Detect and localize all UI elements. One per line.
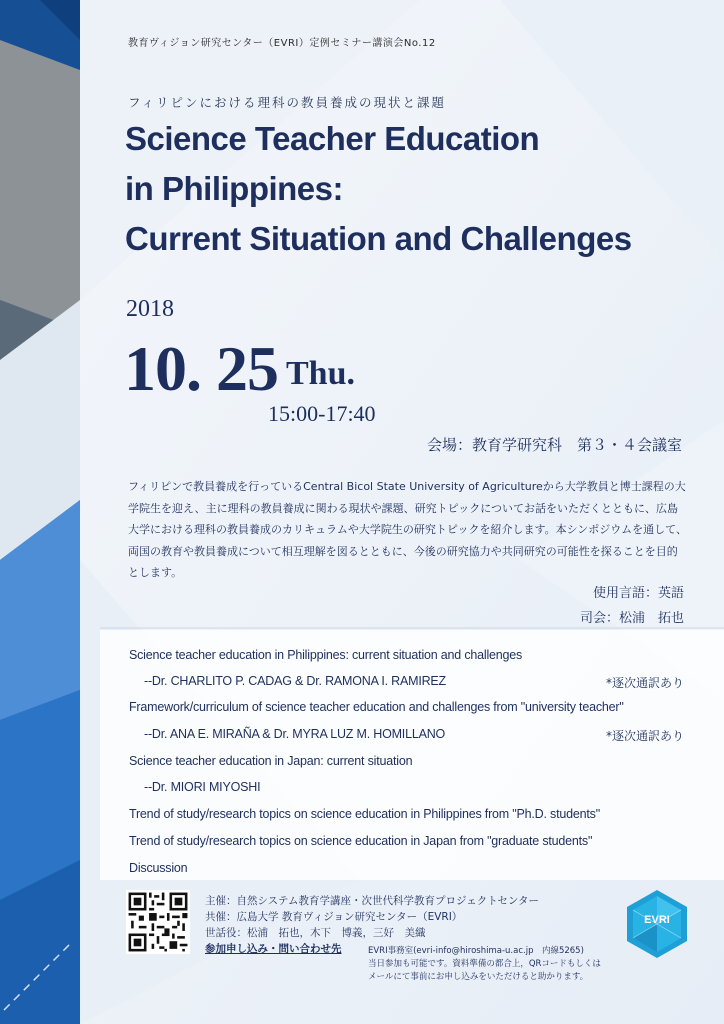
program-item-5-title: Trend of study/research topics on science education in Japan from "graduate students" xyxy=(129,834,593,848)
event-time: 15:00-17:40 xyxy=(268,401,376,426)
title-line-2: in Philippines: xyxy=(125,170,344,207)
moderator-info: 司会：松浦 拓也 xyxy=(579,611,684,626)
registration-note-1: 当日参加も可能です。資料準備の都合上，QRコードもしくは xyxy=(368,959,601,969)
cosponsor-info: 共催：広島大学 教育ヴィジョン研究センター（EVRI） xyxy=(205,911,463,923)
contact-email[interactable]: EVRI事務室(evri-info@hiroshima-u.ac.jp 内線5265) xyxy=(368,946,584,956)
program-item-1-note: *逐次通訳あり xyxy=(605,676,684,690)
event-date: 10. 25 xyxy=(124,333,278,404)
program-item-6-title: Discussion xyxy=(129,861,188,875)
registration-note-2: メールにて事前にお申し込みをいただけると助かります。 xyxy=(368,972,589,982)
seminar-series-label: 教育ヴィジョン研究センター（EVRI）定例セミナー講演会No.12 xyxy=(128,38,436,49)
title-line-1: Science Teacher Education xyxy=(125,120,540,157)
coordinators-info: 世話役：松浦 拓也，木下 博義，三好 美織 xyxy=(205,927,426,939)
program-item-3-title: Science teacher education in Japan: current situation xyxy=(129,754,413,768)
program-item-2-speaker: --Dr. ANA E. MIRAÑA & Dr. MYRA LUZ M. HOMILLANO xyxy=(144,727,446,741)
contact-label: 参加申し込み・問い合わせ先 xyxy=(205,943,342,955)
event-year: 2018 xyxy=(126,296,174,322)
program-item-4-title: Trend of study/research topics on science education in Philippines from "Ph.D. students" xyxy=(129,807,600,821)
program-item-3-speaker: --Dr. MIORI MIYOSHI xyxy=(144,780,261,794)
event-description: フィリピンで教員養成を行っているCentral Bicol State University of Agricultureから大学教員と博士課程の大学院生を迎え、主に理科の教員養成に関わる現状や課題、研究トピックについてお話をいただくとともに、広島大学における理科の教員養成のカリキュラムや大学院生の研究トピックを紹介します。本シンポジウムを通して、両国の教育や教員養成について相互理解を図るとともに、今後の研究協力や共同研究の可能性を探ることを目的とします。 xyxy=(128,480,687,579)
language-info: 使用言語：英語 xyxy=(592,586,684,601)
program-item-2-title: Framework/curriculum of science teacher education and challenges from "university teacher" xyxy=(129,700,624,714)
program-item-2-note: *逐次通訳あり xyxy=(605,729,684,743)
title-line-3: Current Situation and Challenges xyxy=(125,220,632,257)
evri-logo-text: EVRI xyxy=(644,914,670,926)
event-day-of-week: Thu. xyxy=(286,355,355,392)
japanese-subtitle: フィリピンにおける理科の教員養成の現状と課題 xyxy=(128,95,447,110)
qr-code[interactable] xyxy=(126,890,190,954)
event-venue: 会場：教育学研究科 第３・４会議室 xyxy=(426,436,682,454)
program-item-1-title: Science teacher education in Philippines: current situation and challenges xyxy=(129,648,523,662)
program-item-1-speaker: --Dr. CHARLITO P. CADAG & Dr. RAMONA I. RAMIREZ xyxy=(144,674,446,688)
organizer-info: 主催：自然システム教育学講座・次世代科学教育プロジェクトセンター xyxy=(205,895,540,907)
